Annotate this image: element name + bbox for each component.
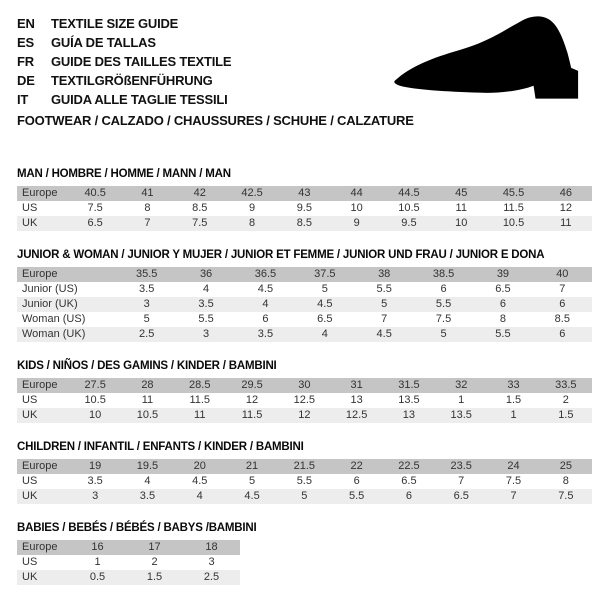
size-cell: 9 xyxy=(226,201,278,216)
size-cell: 11.5 xyxy=(174,393,226,408)
size-cell: 43 xyxy=(278,186,330,201)
size-cell: 4.5 xyxy=(226,489,278,504)
size-cell: 5 xyxy=(117,312,176,327)
size-cell: 5 xyxy=(355,297,414,312)
size-cell: 28.5 xyxy=(174,378,226,393)
size-cell: 30 xyxy=(278,378,330,393)
size-cell: 10 xyxy=(69,408,121,423)
table-title: CHILDREN / INFANTIL / ENFANTS / KINDER / BAMBINI xyxy=(17,441,304,453)
row-label: Woman (UK) xyxy=(17,327,117,342)
size-cell: 33 xyxy=(487,378,539,393)
language-label: GUIDA ALLE TAGLIE TESSILI xyxy=(51,92,228,107)
size-cell: 4.5 xyxy=(295,297,354,312)
size-cell: 5.5 xyxy=(278,474,330,489)
size-cell: 1.5 xyxy=(126,570,183,585)
size-cell: 8.5 xyxy=(174,201,226,216)
size-cell: 8 xyxy=(226,216,278,231)
size-row-us xyxy=(17,474,592,489)
size-cell: 1.5 xyxy=(540,408,592,423)
size-cell: 32 xyxy=(435,378,487,393)
size-cell: 2 xyxy=(126,555,183,570)
size-cell: 39 xyxy=(473,267,532,282)
language-code: FR xyxy=(17,54,34,69)
table-title: KIDS / NIÑOS / DES GAMINS / KINDER / BAMBINI xyxy=(17,360,277,372)
size-row-us xyxy=(17,393,592,408)
size-row-uk xyxy=(17,570,240,585)
size-cell: 10.5 xyxy=(69,393,121,408)
size-cell: 8 xyxy=(540,474,592,489)
size-cell: 6.5 xyxy=(69,216,121,231)
size-cell: 4 xyxy=(236,297,295,312)
size-cell: 1 xyxy=(435,393,487,408)
size-cell: 36 xyxy=(176,267,235,282)
size-row-woman-us xyxy=(17,312,592,327)
size-cell: 19 xyxy=(69,459,121,474)
size-cell: 36.5 xyxy=(236,267,295,282)
row-label: UK xyxy=(17,570,69,585)
size-row-junior-us xyxy=(17,282,592,297)
size-cell: 4.5 xyxy=(174,474,226,489)
size-cell: 8 xyxy=(473,312,532,327)
row-label: Junior (UK) xyxy=(17,297,117,312)
size-cell: 12 xyxy=(226,393,278,408)
size-cell: 9.5 xyxy=(383,216,435,231)
size-row-woman-uk xyxy=(17,327,592,342)
size-cell: 11 xyxy=(121,393,173,408)
size-cell: 0.5 xyxy=(69,570,126,585)
size-cell: 5 xyxy=(414,327,473,342)
row-label: Woman (US) xyxy=(17,312,117,327)
size-cell: 3.5 xyxy=(176,297,235,312)
size-cell: 3.5 xyxy=(121,489,173,504)
size-cell: 4.5 xyxy=(355,327,414,342)
size-cell: 7 xyxy=(533,282,592,297)
table-title: BABIES / BEBÉS / BÉBÉS / BABYS /BAMBINI xyxy=(17,522,257,534)
size-tables xyxy=(17,168,592,585)
size-cell: 5.5 xyxy=(176,312,235,327)
size-cell: 11.5 xyxy=(487,201,539,216)
size-cell: 13 xyxy=(383,408,435,423)
size-cell: 38.5 xyxy=(414,267,473,282)
size-cell: 6 xyxy=(236,312,295,327)
size-cell: 6.5 xyxy=(383,474,435,489)
size-cell: 10.5 xyxy=(383,201,435,216)
row-label: Europe xyxy=(17,459,69,474)
size-cell: 31.5 xyxy=(383,378,435,393)
size-row-europe xyxy=(17,186,592,201)
size-cell: 38 xyxy=(355,267,414,282)
size-cell: 27.5 xyxy=(69,378,121,393)
size-cell: 5.5 xyxy=(330,489,382,504)
size-cell: 24 xyxy=(487,459,539,474)
size-cell: 10.5 xyxy=(487,216,539,231)
size-cell: 12 xyxy=(540,201,592,216)
size-cell: 7.5 xyxy=(174,216,226,231)
size-cell: 45.5 xyxy=(487,186,539,201)
size-cell: 44 xyxy=(330,186,382,201)
size-cell: 44.5 xyxy=(383,186,435,201)
size-cell: 22 xyxy=(330,459,382,474)
size-cell: 7.5 xyxy=(414,312,473,327)
size-cell: 2 xyxy=(540,393,592,408)
size-cell: 45 xyxy=(435,186,487,201)
size-cell: 6.5 xyxy=(435,489,487,504)
size-cell: 3.5 xyxy=(236,327,295,342)
size-cell: 3.5 xyxy=(117,282,176,297)
language-label: TEXTILGRÖßENFÜHRUNG xyxy=(51,73,213,88)
size-cell: 11 xyxy=(174,408,226,423)
size-cell: 40 xyxy=(533,267,592,282)
language-code: ES xyxy=(17,35,34,50)
size-cell: 11 xyxy=(435,201,487,216)
row-label: US xyxy=(17,201,69,216)
size-cell: 6 xyxy=(330,474,382,489)
size-cell: 4.5 xyxy=(236,282,295,297)
size-cell: 5.5 xyxy=(473,327,532,342)
size-cell: 6 xyxy=(473,297,532,312)
size-cell: 4 xyxy=(295,327,354,342)
row-label: Europe xyxy=(17,186,69,201)
size-cell: 46 xyxy=(540,186,592,201)
size-cell: 4 xyxy=(174,489,226,504)
size-cell: 1 xyxy=(487,408,539,423)
size-cell: 16 xyxy=(69,540,126,555)
size-cell: 13 xyxy=(330,393,382,408)
table-title: JUNIOR & WOMAN / JUNIOR Y MUJER / JUNIOR ET FEMME / JUNIOR UND FRAU / JUNIOR E DONA xyxy=(17,249,545,261)
language-label: GUÍA DE TALLAS xyxy=(51,35,156,50)
size-cell: 13.5 xyxy=(383,393,435,408)
row-label: UK xyxy=(17,216,69,231)
size-cell: 10.5 xyxy=(121,408,173,423)
size-cell: 5 xyxy=(226,474,278,489)
size-cell: 35.5 xyxy=(117,267,176,282)
size-cell: 7.5 xyxy=(540,489,592,504)
size-cell: 6 xyxy=(414,282,473,297)
size-cell: 21 xyxy=(226,459,278,474)
row-label: US xyxy=(17,393,69,408)
size-cell: 3 xyxy=(69,489,121,504)
size-table xyxy=(17,459,592,504)
language-label: GUIDE DES TAILLES TEXTILE xyxy=(51,54,232,69)
size-cell: 5.5 xyxy=(414,297,473,312)
row-label: UK xyxy=(17,489,69,504)
size-cell: 6 xyxy=(533,297,592,312)
size-cell: 21.5 xyxy=(278,459,330,474)
size-cell: 8 xyxy=(121,201,173,216)
size-cell: 7.5 xyxy=(69,201,121,216)
size-cell: 6.5 xyxy=(295,312,354,327)
size-cell: 40.5 xyxy=(69,186,121,201)
language-code: DE xyxy=(17,73,35,88)
size-row-europe xyxy=(17,267,592,282)
size-table xyxy=(17,540,240,585)
size-cell: 17 xyxy=(126,540,183,555)
size-row-us xyxy=(17,201,592,216)
size-cell: 20 xyxy=(174,459,226,474)
size-row-us xyxy=(17,555,240,570)
size-cell: 6 xyxy=(383,489,435,504)
size-cell: 9 xyxy=(330,216,382,231)
size-cell: 3 xyxy=(183,555,240,570)
size-cell: 42.5 xyxy=(226,186,278,201)
size-table-section xyxy=(17,249,592,342)
size-table-section xyxy=(17,441,592,504)
language-code: EN xyxy=(17,16,35,31)
size-cell: 3.5 xyxy=(69,474,121,489)
size-cell: 29.5 xyxy=(226,378,278,393)
size-cell: 33.5 xyxy=(540,378,592,393)
size-cell: 6.5 xyxy=(473,282,532,297)
size-cell: 10 xyxy=(330,201,382,216)
size-table-section xyxy=(17,168,592,231)
size-cell: 11.5 xyxy=(226,408,278,423)
size-cell: 3 xyxy=(176,327,235,342)
size-cell: 11 xyxy=(540,216,592,231)
size-cell: 4 xyxy=(121,474,173,489)
size-cell: 23.5 xyxy=(435,459,487,474)
size-cell: 10 xyxy=(435,216,487,231)
shoe-icon xyxy=(390,12,588,104)
category-title: FOOTWEAR / CALZADO / CHAUSSURES / SCHUHE / CALZATURE xyxy=(17,113,414,128)
language-code: IT xyxy=(17,92,29,107)
row-label: Europe xyxy=(17,267,117,282)
size-cell: 6 xyxy=(533,327,592,342)
size-cell: 25 xyxy=(540,459,592,474)
size-cell: 3 xyxy=(117,297,176,312)
size-cell: 42 xyxy=(174,186,226,201)
size-cell: 4 xyxy=(176,282,235,297)
size-cell: 28 xyxy=(121,378,173,393)
size-cell: 7.5 xyxy=(487,474,539,489)
size-cell: 12 xyxy=(278,408,330,423)
size-cell: 37.5 xyxy=(295,267,354,282)
table-title: MAN / HOMBRE / HOMME / MANN / MAN xyxy=(17,168,231,180)
size-cell: 5 xyxy=(295,282,354,297)
size-row-europe xyxy=(17,378,592,393)
size-cell: 2.5 xyxy=(117,327,176,342)
size-cell: 2.5 xyxy=(183,570,240,585)
size-row-uk xyxy=(17,216,592,231)
row-label: Europe xyxy=(17,540,69,555)
size-table xyxy=(17,186,592,231)
size-cell: 8.5 xyxy=(533,312,592,327)
size-cell: 5 xyxy=(278,489,330,504)
row-label: Junior (US) xyxy=(17,282,117,297)
size-cell: 12.5 xyxy=(330,408,382,423)
size-cell: 5.5 xyxy=(355,282,414,297)
size-cell: 18 xyxy=(183,540,240,555)
size-cell: 7 xyxy=(487,489,539,504)
size-cell: 12.5 xyxy=(278,393,330,408)
size-cell: 19.5 xyxy=(121,459,173,474)
size-row-junior-uk xyxy=(17,297,592,312)
size-cell: 8.5 xyxy=(278,216,330,231)
size-cell: 7 xyxy=(121,216,173,231)
size-cell: 13.5 xyxy=(435,408,487,423)
size-table-section xyxy=(17,360,592,423)
size-cell: 7 xyxy=(355,312,414,327)
size-cell: 9.5 xyxy=(278,201,330,216)
size-cell: 7 xyxy=(435,474,487,489)
size-cell: 31 xyxy=(330,378,382,393)
row-label: US xyxy=(17,555,69,570)
size-cell: 1.5 xyxy=(487,393,539,408)
size-row-uk xyxy=(17,408,592,423)
size-row-uk xyxy=(17,489,592,504)
size-cell: 22.5 xyxy=(383,459,435,474)
size-table xyxy=(17,267,592,342)
language-label: TEXTILE SIZE GUIDE xyxy=(51,16,179,31)
row-label: US xyxy=(17,474,69,489)
size-row-europe xyxy=(17,540,240,555)
row-label: Europe xyxy=(17,378,69,393)
size-table-section xyxy=(17,522,592,585)
size-cell: 1 xyxy=(69,555,126,570)
size-cell: 41 xyxy=(121,186,173,201)
row-label: UK xyxy=(17,408,69,423)
size-row-europe xyxy=(17,459,592,474)
size-table xyxy=(17,378,592,423)
